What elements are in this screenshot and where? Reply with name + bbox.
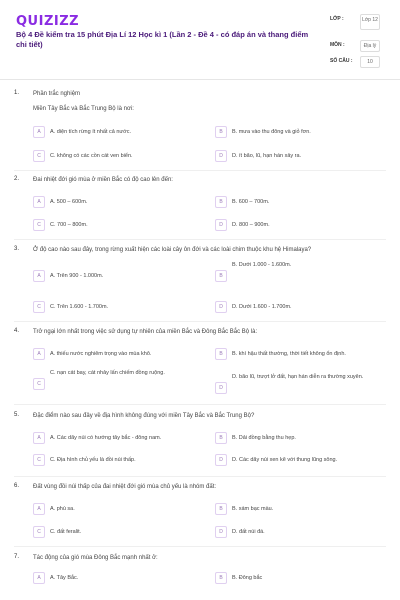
option-text: A. phù sa. — [50, 506, 75, 512]
option-d[interactable] — [215, 219, 390, 235]
option-letter: A — [33, 503, 45, 515]
quizizz-logo: QUIZIZZ — [16, 14, 80, 29]
option-text: A. Các dãy núi có hướng tây bắc - đông nam. — [50, 435, 162, 441]
option-text: C. nạn cát bay, cát nhảy lấn chiếm đồng ruộng. — [50, 370, 165, 376]
option-letter: C — [33, 301, 45, 313]
option-d[interactable] — [215, 150, 390, 166]
option-a[interactable] — [33, 126, 208, 142]
option-letter: B — [215, 348, 227, 360]
option-a[interactable] — [33, 503, 208, 519]
divider — [14, 239, 386, 240]
option-c[interactable] — [33, 454, 208, 470]
option-letter: D — [215, 454, 227, 466]
option-letter: A — [33, 196, 45, 208]
option-letter: B — [215, 196, 227, 208]
meta-label: LỚP : — [330, 16, 344, 22]
option-letter: A — [33, 270, 45, 282]
option-d[interactable] — [215, 526, 390, 542]
option-text: D. Các dãy núi xen kẽ với thung lũng sông. — [232, 457, 338, 463]
option-letter: B — [215, 270, 227, 282]
option-letter: B — [215, 572, 227, 584]
option-a[interactable] — [33, 432, 208, 448]
option-text: D. ít bão, lũ, hạn hán xảy ra. — [232, 153, 302, 159]
option-letter: D — [215, 219, 227, 231]
option-letter: B — [215, 503, 227, 515]
option-text: D. Dưới 1.600 - 1.700m. — [232, 304, 292, 310]
divider — [14, 546, 386, 547]
question-text: Đất vùng đồi núi thấp của đai nhiệt đới gió mùa chủ yếu là nhóm đất: — [33, 484, 217, 490]
option-d[interactable] — [215, 454, 390, 470]
option-d[interactable] — [215, 301, 390, 317]
option-text: C. đất feralit. — [50, 529, 82, 535]
option-text: A. Tây Bắc. — [50, 575, 79, 581]
option-b[interactable] — [215, 126, 390, 142]
option-text: D. bão lũ, trượt lở đất, hạn hán diễn ra thường xuyên. — [232, 374, 364, 380]
option-text: A. Trên 900 - 1.000m. — [50, 273, 104, 279]
question-number: 7. — [14, 554, 20, 560]
option-a[interactable] — [33, 196, 208, 212]
option-letter: D — [215, 382, 227, 394]
question-text: Ở độ cao nào sau đây, trong rừng xuất hiện các loài cây ôn đới và các loài chim thuộc khu hệ Himalaya? — [33, 247, 312, 253]
option-c[interactable] — [33, 370, 208, 392]
option-b[interactable] — [215, 262, 390, 284]
option-text: B. Đông bắc — [232, 575, 263, 581]
question-text: Đặc điểm nào sau đây về địa hình không đúng với miền Tây Bắc và Bắc Trung Bộ? — [33, 413, 255, 419]
option-c[interactable] — [33, 301, 208, 317]
page-header — [0, 0, 400, 80]
option-b[interactable] — [215, 503, 390, 519]
option-letter: D — [215, 150, 227, 162]
option-text: B. Dưới 1.000 - 1.600m. — [232, 262, 292, 268]
option-a[interactable] — [33, 348, 208, 364]
document-title: Bộ 4 Đề kiểm tra 15 phút Địa Lí 12 Học kì 1 (Lần 2 - Đề 4 - có đáp án và thang điểm chi tiết) — [16, 30, 309, 49]
option-text: C. 700 – 800m. — [50, 222, 88, 228]
option-letter: A — [33, 432, 45, 444]
question-prompt: Miền Tây Bắc và Bắc Trung Bộ là nơi: — [33, 106, 134, 112]
question-number: 4. — [14, 328, 20, 334]
option-text: C. Địa hình chủ yếu là đồi núi thấp. — [50, 457, 136, 463]
question-text: Trở ngại lớn nhất trong việc sử dụng tự nhiên của miền Bắc và Đông Bắc Bắc Bộ là: — [33, 329, 258, 335]
option-letter: A — [33, 126, 45, 138]
question-text: Phần trắc nghiệm — [33, 91, 81, 97]
question-number: 2. — [14, 176, 20, 182]
option-text: D. đất núi đá. — [232, 529, 265, 535]
option-text: C. không có các cồn cát ven biển. — [50, 153, 133, 159]
option-text: B. khí hậu thất thường, thời tiết không ổn định. — [232, 351, 346, 357]
question-number: 5. — [14, 412, 20, 418]
option-letter: A — [33, 348, 45, 360]
option-letter: C — [33, 219, 45, 231]
divider — [14, 404, 386, 405]
option-letter: B — [215, 126, 227, 138]
meta-label: SỐ CÂU : — [330, 58, 353, 64]
option-c[interactable] — [33, 150, 208, 166]
option-letter: B — [215, 432, 227, 444]
option-b[interactable] — [215, 348, 390, 364]
divider — [14, 476, 386, 477]
meta-value: Lớp 12 — [360, 14, 380, 30]
option-text: D. 800 – 900m. — [232, 222, 270, 228]
option-b[interactable] — [215, 432, 390, 448]
meta-label: MÔN : — [330, 42, 345, 48]
option-text: B. 600 – 700m. — [232, 199, 270, 205]
meta-value: 10 — [360, 56, 380, 68]
option-b[interactable] — [215, 572, 390, 588]
option-letter: C — [33, 378, 45, 390]
option-text: B. xám bạc màu. — [232, 506, 274, 512]
option-text: C. Trên 1.600 - 1.700m. — [50, 304, 109, 310]
option-b[interactable] — [215, 196, 390, 212]
option-d[interactable] — [215, 374, 390, 398]
divider — [14, 321, 386, 322]
option-letter: C — [33, 454, 45, 466]
option-letter: C — [33, 150, 45, 162]
option-text: B. Dải đồng bằng thu hẹp. — [232, 435, 296, 441]
option-c[interactable] — [33, 219, 208, 235]
option-c[interactable] — [33, 526, 208, 542]
option-text: B. mưa vào thu đông và giỏ fơn. — [232, 129, 311, 135]
option-letter: D — [215, 301, 227, 313]
question-number: 1. — [14, 90, 20, 96]
question-number: 3. — [14, 246, 20, 252]
divider — [14, 170, 386, 171]
question-text: Đai nhiệt đới gió mùa ở miền Bắc có độ cao lên đến: — [33, 177, 173, 183]
option-letter: A — [33, 572, 45, 584]
question-text: Tác động của gió mùa Đông Bắc mạnh nhất ở: — [33, 555, 158, 561]
option-letter: C — [33, 526, 45, 538]
option-text: A. 500 – 600m. — [50, 199, 88, 205]
option-text: A. thiếu nước nghiêm trọng vào mùa khô. — [50, 351, 152, 357]
option-a[interactable] — [33, 270, 208, 286]
question-number: 6. — [14, 483, 20, 489]
option-text: A. diện tích rừng ít nhất cả nước. — [50, 129, 131, 135]
meta-value: Địa lý — [360, 40, 380, 52]
option-letter: D — [215, 526, 227, 538]
option-a[interactable] — [33, 572, 208, 588]
